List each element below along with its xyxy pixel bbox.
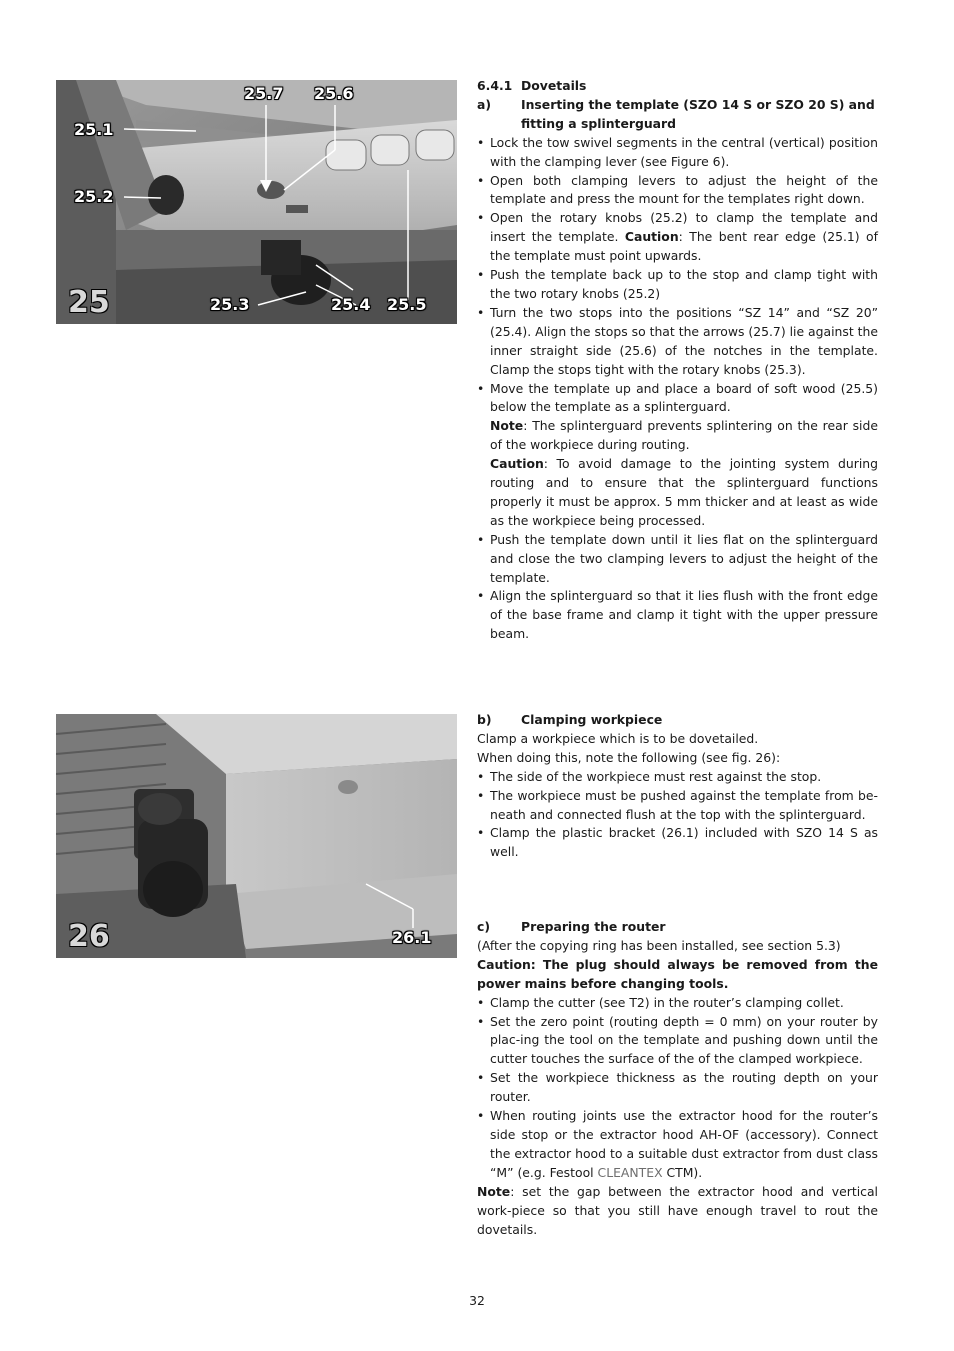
section-heading [477,77,878,96]
section-dovetails [477,77,878,644]
list-item: • When routing joints use the extractor hood for the router’s side stop or the extractor hood AH-OF (accessory). Connect the extractor hood to a suitable dust extractor from dust class “M” (e.g. Festool CLEANTEX CTM). [477,1108,878,1180]
figure-26-photo [56,714,457,958]
section-number: 6.4.1 [477,78,513,93]
list-item: • Open both clamping levers to adjust the height of the template and press the mount for the templates right down. [477,172,878,207]
page-number: 32 [469,1293,485,1308]
list-item: • Turn the two stops into the positions “SZ 14” and “SZ 20” (25.4). Align the stops so that the arrows (25.7) lie against the inner straight side (25.6) of the notches in the template. Clamp the stops tight with the rotary knobs (25.3). [477,304,878,377]
brand-name: CLEANTEX [597,1164,663,1180]
subsection-title-a: Inserting the template (SZO 14 S or SZO 20 S) and fitting a splinterguard [521,96,875,131]
subsection-heading-b [477,711,878,730]
list-item: • Push the template back up to the stop and clamp tight with the two rotary knobs (25.2) [477,267,878,301]
subsection-heading-c [477,918,878,937]
paragraph: (After the copying ring has been installed, see section 5.3) [477,937,841,953]
subsection-key-a: a) [477,96,492,112]
figure-26-number: 26 [68,919,110,954]
label-25-6: 25.6 [314,84,354,103]
list-item: • Move the template up and place a board of soft wood (25.5) below the template as a splinterguard. [477,380,878,415]
list-item: • Lock the tow swivel segments in the central (vertical) position with the clamping lever (see Figure 6). [477,134,878,169]
subsection-key-b: b) [477,712,492,727]
list-item: • The side of the workpiece must rest against the stop. [477,768,822,784]
section-preparing-router [477,918,878,1239]
list-item: • Set the zero point (routing depth = 0 mm) on your router by plac-ing the tool on the template and pushing down until the cutter touches the surface of the of the clamped workpiece. [477,1013,878,1067]
list-item: • Open the rotary knobs (25.2) to clamp the template and insert the template. Caution: The bent rear edge (25.1) of the template must point upwards. [477,210,878,264]
list-item: • Clamp the cutter (see T2) in the router’s clamping collet. [477,994,844,1010]
label-25-4: 25.4 [331,295,371,314]
subsection-title-c: Preparing the router [521,919,666,934]
section-title: Dovetails [521,78,587,93]
section-clamping-workpiece [477,711,878,862]
list-item: • Push the template down until it lies flat on the splinterguard and close the two clamping levers to adjust the height of the template. [477,531,878,585]
label-25-7: 25.7 [244,84,284,103]
paragraph: Clamp a workpiece which is to be dovetailed. [477,730,759,746]
list-item: • Set the workpiece thickness as the routing depth on your router. [477,1070,878,1105]
figure-25-number: 25 [68,285,110,320]
label-25-1: 25.1 [74,120,114,139]
warning-paragraph: Caution: The plug should always be removed from the power mains before changing tools. [477,956,878,991]
caution-paragraph: Caution: To avoid damage to the jointing system during routing and to ensure that the splinterguard functions properly it must be approx. 5 mm thicker and at least as wide as the workpiece being processed. [490,456,878,528]
subsection-key-c: c) [477,919,491,934]
label-25-2: 25.2 [74,187,114,206]
label-25-3: 25.3 [210,295,250,314]
figure-25-photo [56,80,457,324]
label-26-1: 26.1 [392,928,432,947]
note-paragraph: Note: The splinterguard prevents splintering on the rear side of the workpiece during routing. [490,418,878,453]
figure-25 [56,80,457,324]
subsection-heading-a [477,96,878,134]
list-item: • The workpiece must be pushed against the template from be-neath and connected flush at the top with the splinterguard. [477,787,878,822]
figure-26 [56,714,457,958]
subsection-title-b: Clamping workpiece [521,712,663,727]
note-paragraph: Note: set the gap between the extractor hood and vertical work-piece so that you still have enough travel to rout the dovetails. [477,1183,878,1237]
paragraph: When doing this, note the following (see fig. 26): [477,749,781,765]
label-25-5: 25.5 [387,295,427,314]
list-item: • Align the splinterguard so that it lies flush with the front edge of the base frame and clamp it tight with the upper pressure beam. [477,588,878,642]
list-item: • Clamp the plastic bracket (26.1) included with SZO 14 S as well. [477,825,878,860]
